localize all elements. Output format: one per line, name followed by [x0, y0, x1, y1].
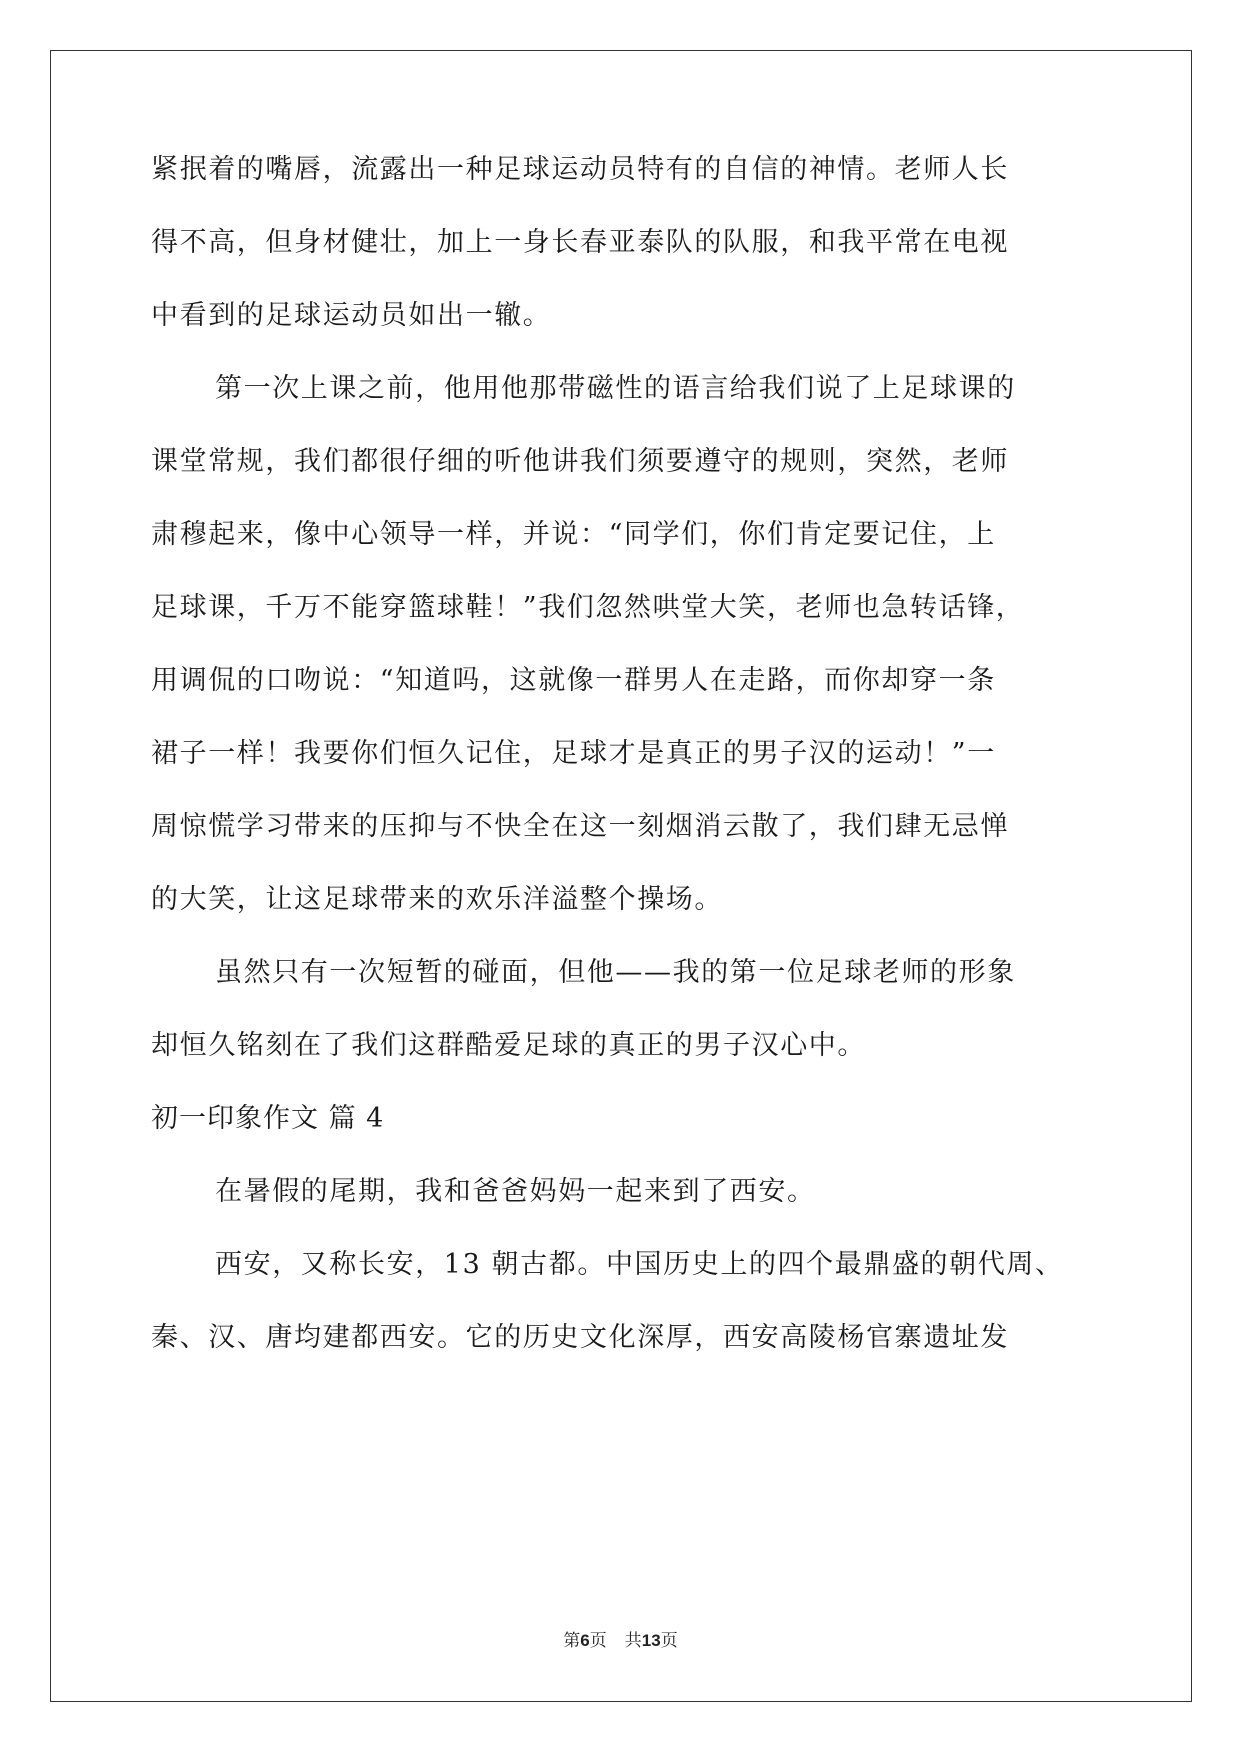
paragraph-first-line: 在暑假的尾期，我和爸爸妈妈一起来到了西安。: [215, 1176, 816, 1207]
text-line: 秦、汉、唐均建都西安。它的历史文化深厚，西安高陵杨官寨遗址发: [151, 1322, 1009, 1353]
text-line: 用调侃的口吻说：“知道吗，这就像一群男人在走路，而你却穿一条: [151, 665, 996, 696]
footer-total-pages: 13: [641, 1631, 661, 1650]
text-line: 肃穆起来，像中心领导一样，并说：“同学们，你们肯定要记住，上: [151, 519, 996, 550]
text-line: 得不高，但身材健壮，加上一身长春亚泰队的队服，和我平常在电视: [151, 227, 1009, 258]
paragraph-first-line: 西安，又称长安，13 朝古都。中国历史上的四个最鼎盛的朝代周、: [215, 1249, 1064, 1280]
footer-page-number: 6: [580, 1631, 590, 1650]
section-heading: 初一印象作文 篇 4: [151, 1103, 385, 1134]
text-line: 课堂常规，我们都很仔细的听他讲我们须要遵守的规则，突然，老师: [151, 446, 1009, 477]
text-line: 中看到的足球运动员如出一辙。: [151, 300, 552, 331]
footer-total-prefix: 共: [624, 1631, 642, 1651]
text-line: 的大笑，让这足球带来的欢乐洋溢整个操场。: [151, 884, 723, 915]
page-footer: [0, 1630, 1241, 1652]
text-line: 却恒久铭刻在了我们这群酷爱足球的真正的男子汉心中。: [151, 1030, 866, 1061]
paragraph-first-line: 虽然只有一次短暂的碰面，但他——我的第一位足球老师的形象: [215, 957, 1016, 988]
text-line: 周惊慌学习带来的压抑与不快全在这一刻烟消云散了，我们肆无忌惮: [151, 811, 1009, 842]
text-line: 足球课，千万不能穿篮球鞋！”我们忽然哄堂大笑，老师也急转话锋，: [151, 592, 1025, 623]
paragraph-first-line: 第一次上课之前，他用他那带磁性的语言给我们说了上足球课的: [215, 373, 1016, 404]
footer-total-suffix: 页: [660, 1631, 678, 1651]
text-line: 裙子一样！我要你们恒久记住，足球才是真正的男子汉的运动！”一: [151, 738, 996, 769]
footer-page-prefix: 第: [563, 1631, 581, 1651]
text-line: 紧抿着的嘴唇，流露出一种足球运动员特有的自信的神情。老师人长: [151, 154, 1009, 185]
footer-page-suffix: 页: [589, 1631, 607, 1651]
